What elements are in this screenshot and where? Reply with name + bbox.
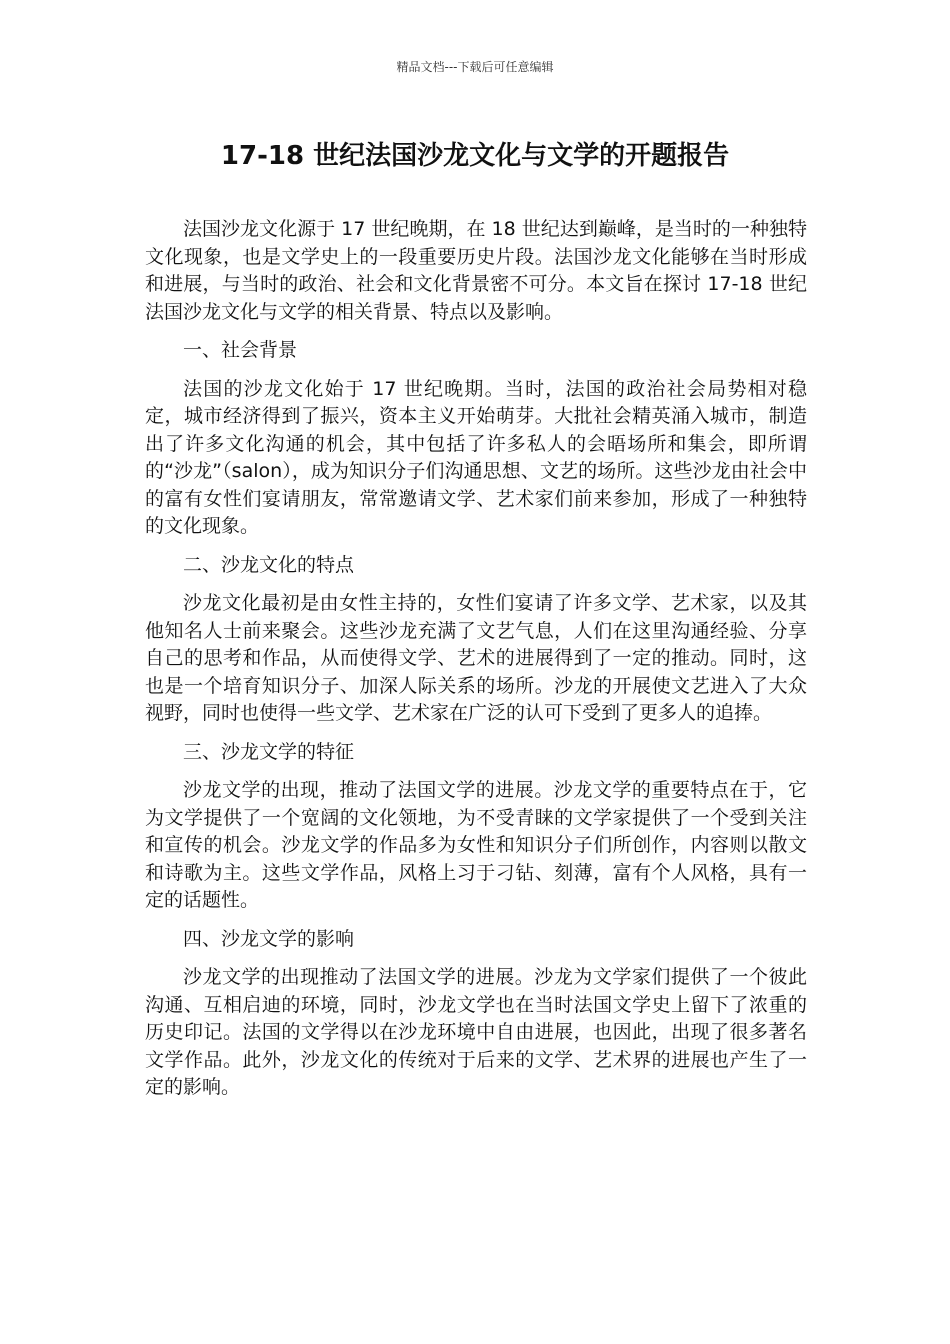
section-heading: 一、社会背景 (183, 339, 298, 361)
section-paragraph: 沙龙文化最初是由女性主持的，女性们宴请了许多文学、艺术家，以及其他知名人士前来聚会。这些沙龙充满了文艺气息，人们在这里沟通经验、分享自己的思考和作品，从而使得文学、艺术的进展得到了一定的推动。同时，这也是一个培育知识分子、加深人际关系的场所。沙龙的开展使文艺进入了大众视野，同时也使得一些文学、艺术家在广泛的认可下受到了更多人的追捧。 (145, 592, 807, 724)
document-title: 17-18 世纪法国沙龙文化与文学的开题报告 (220, 141, 730, 171)
intro-paragraph: 法国沙龙文化源于 17 世纪晚期，在 18 世纪达到巅峰，是当时的一种独特文化现象，也是文学史上的一段重要历史片段。法国沙龙文化能够在当时形成和进展，与当时的政治、社会和文化背景密不可分。本文旨在探讨 17-18 世纪法国沙龙文化与文学的相关背景、特点以及影响。 (145, 218, 807, 323)
section-paragraph: 沙龙文学的出现，推动了法国文学的进展。沙龙文学的重要特点在于，它为文学提供了一个宽阔的文化领地，为不受青睐的文学家提供了一个受到关注和宣传的机会。沙龙文学的作品多为女性和知识分子们所创作，内容则以散文和诗歌为主。这些文学作品，风格上习于刁钻、刻薄，富有个人风格，具有一定的话题性。 (145, 779, 807, 911)
section-heading: 二、沙龙文化的特点 (183, 553, 355, 576)
section-paragraph: 沙龙文学的出现推动了法国文学的进展。沙龙为文学家们提供了一个彼此沟通、互相启迪的环境，同时，沙龙文学也在当时法国文学史上留下了浓重的历史印记。法国的文学得以在沙龙环境中自由进展，也因此，出现了很多著名文学作品。此外，沙龙文化的传统对于后来的文学、艺术界的进展也产生了一定的影响。 (145, 966, 807, 1098)
section-heading: 四、沙龙文学的影响 (183, 927, 355, 950)
section-heading: 三、沙龙文学的特征 (183, 740, 355, 763)
header-note: 精品文档---下载后可任意编辑 (396, 60, 554, 74)
document-body (145, 216, 807, 1113)
section-paragraph: 法国的沙龙文化始于 17 世纪晚期。当时，法国的政治社会局势相对稳定，城市经济得到了振兴，资本主义开始萌芽。大批社会精英涌入城市，制造出了许多文化沟通的机会，其中包括了许多私人的会晤场所和集会，即所谓的“沙龙”（salon），成为知识分子们沟通思想、文艺的场所。这些沙龙由社会中的富有女性们宴请朋友，常常邀请文学、艺术家们前来参加，形成了一种独特的文化现象。 (145, 377, 807, 537)
